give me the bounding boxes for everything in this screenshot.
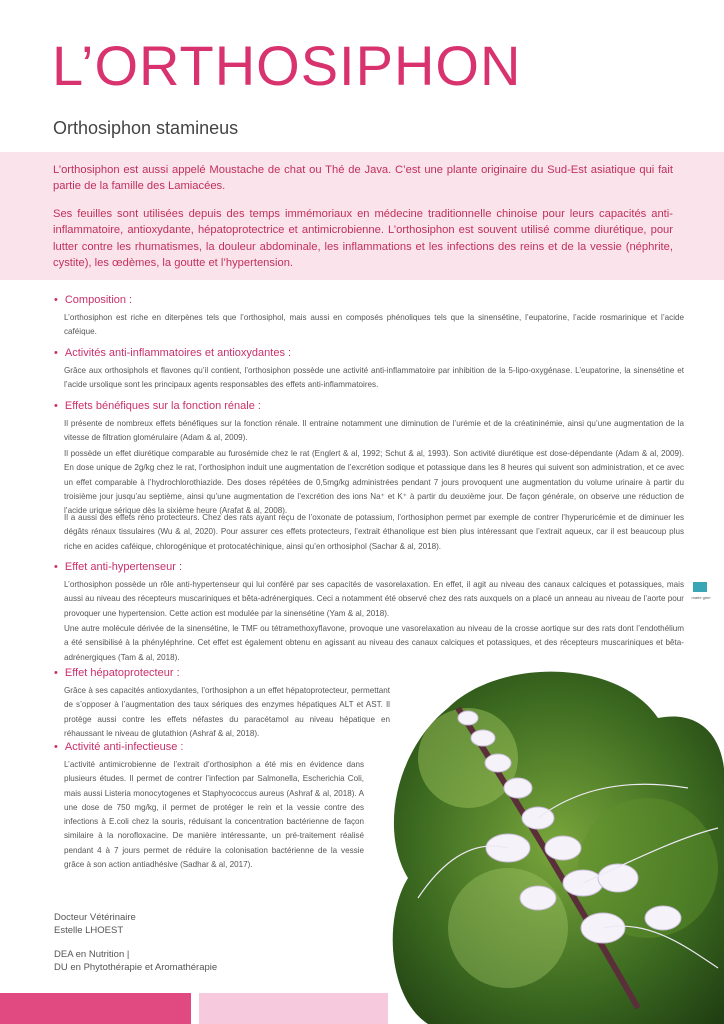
section-title: • Activité anti-infectieuse : [54, 741, 183, 753]
section-paragraph: Il présente de nombreux effets bénéfiques sur la fonction rénale. Il entraine notamment une diminution de l’urémie et de la créatininémie, ainsi qu’une augmentation de la vitesse de filtration glomérulaire (Adam & al, 2009). [64, 419, 684, 443]
section-paragraph: L’activité antimicrobienne de l’extrait d’orthosiphon a été mis en évidence dans plusieurs études. Il permet de contrer l’infection par Salmonella, Escherichia Coli, mais aussi Listeria monocytogenes et Staphyococcus aureus (Ashraf & al, 2018). A une dose de 750 mg/kg, il permet de protéger le rein et la vessie contre des infections à E.coli chez la souris, réduisant la concentration bactérienne de façon similaire à la norofloxacine. De manière intéressante, un pré-traitement réalisé pendant 4 à 7 jours permet de réduire la colonisation bactérienne de la vessie grâce à son action antiadhésive (Sadhar & al, 2017). [64, 760, 364, 870]
author-name: Estelle LHOEST [54, 925, 124, 936]
section-title: • Activités anti-inflammatoires et antioxydantes : [54, 347, 291, 359]
section-paragraph: Il possède un effet diurétique comparable au furosémide chez le rat (Englert & al, 1992; Schut & al, 1993). Son activité diurétique est dose-dépendante (Adam & al, 2009). En dose unique de 2g/kg chez le rat, l’orthosiphon induit une augmentation de l’excrétion sodique et potassique dans les 8 heures qui suivent son administration, et ce avec un effet comparable à l’hydrochlorothiazide. Des doses répétées de 0,5mg/kg administrées pendant 7 jours provoquent une augmentation du volume urinaire à partir du troisième jour jusqu’au septième, ainsi qu’une augmentation de l’excrétion des ions Na⁺ et K⁺ à partir du deuxième jour. De façon générale, on observe une réduction de l’acide urique sérique dès la sixième heure (Arafat & al, 2008). [64, 449, 684, 516]
intro-paragraph-2: Ses feuilles sont utilisées depuis des temps immémoriaux en médecine traditionnelle chinoise pour leurs capacités anti-inflammatoire, antioxydante, hépatoprotectrice et antimicrobienne. L’orthosiphon est souvent utilisé comme diurétique, pour lutter contre les rhumatismes, la douleur abdominale, les inflammations et les infections des reins et de la vessie (néphrite, cystite), les œdèmes, la goutte et l’hypertension. [53, 208, 673, 269]
page-subtitle: Orthosiphon stamineus [53, 118, 239, 138]
section-paragraph: Il a aussi des effets réno protecteurs. Chez des rats ayant reçu de l’oxonate de potassium, l’orthosiphon permet par exemple de contrer l’hyperuricémie et de diminuer les dégâts rénaux tissulaires (Wu & al, 2020). Pour assurer ces effets protecteurs, l’extrait éthanolique est bien plus intéressant que l’extrait aqueux, car il est beaucoup plus riche en acides caféique, chlorogénique et protocatéchinique, ainsi qu’en orthosiphol (Sachar & al, 2018). [64, 513, 684, 551]
orthosiphon-flower-photo [388, 668, 724, 1024]
footer-bar-light [199, 993, 388, 1024]
footer-bar-dark [0, 993, 191, 1024]
intro-paragraph-1: L’orthosiphon est aussi appelé Moustache de chat ou Thé de Java. C’est une plante originaire du Sud-Est asiatique qui fait partie de la famille des Lamiacées. [53, 164, 673, 193]
logo-text: marie grim [691, 595, 711, 600]
section-paragraph: L’orthosiphon est riche en diterpènes tels que l’orthosiphol, mais aussi en composés phénoliques tels que la sinensétine, l’eupatorine, l’acide rosmarinique et l’acide caféique. [64, 313, 684, 337]
author-degree-1: DEA en Nutrition | [54, 949, 130, 960]
intro-box [0, 152, 724, 280]
section-paragraph: L’orthosiphon possède un rôle anti-hypertenseur qui lui conféré par ses capacités de vasorelaxation. En effet, il agit au niveau des canaux calciques et potassiques, mais aussi au niveau des récepteurs muscariniques et bêta-adrénergiques. Ceci a notamment été observé chez des rats auxquels on a placé un anneau au niveau de l’aorte pour provoquer une hypertension. Cette action est modulée par la sinensétine (Yam & al, 2018). [64, 580, 684, 618]
section-paragraph: Grâce à ses capacités antioxydantes, l’orthosiphon a un effet hépatoprotecteur, permettant de s’opposer à l’augmentation des taux sériques des enzymes hépatiques ALT et AST. Il protège aussi contre les effets néfastes du paracétamol au niveau hépatique en réhaussant le niveau de glutathion (Ashraf & al, 2018). [64, 686, 390, 738]
page-title: L’ORTHOSIPHON [52, 34, 522, 97]
author-degree-2: DU en Phytothérapie et Aromathérapie [54, 962, 218, 973]
section-title: • Effet anti-hypertenseur : [54, 561, 182, 573]
author-role: Docteur Vétérinaire [54, 912, 136, 923]
publisher-logo-icon [691, 582, 711, 608]
section-paragraph: Une autre molécule dérivée de la sinensétine, le TMF ou tétramethoxyflavone, provoque une vasorelaxation au niveau de la crosse aortique sur des rats dont l’endothélium a été sensibilisé à la phényléphrine. Cet effet est également obtenu en agissant au niveau des canaux calciques et potassiques, et des récepteurs muscariniques et bêta-adrénergiques (Tam & al, 2018). [64, 624, 684, 662]
section-title: • Composition : [54, 294, 132, 306]
section-title: • Effet hépatoprotecteur : [54, 667, 180, 679]
section-paragraph: Grâce aux orthosiphols et flavones qu’il contient, l’orthosiphon possède une activité anti-inflammatoire par inhibition de la 5-lipo-oxygénase. L’eupatorine, la sinensétine et l’acide ursolique sont les principaux agents responsables des effets anti-inflammatoires. [64, 366, 684, 390]
section-title: • Effets bénéfiques sur la fonction rénale : [54, 400, 261, 412]
